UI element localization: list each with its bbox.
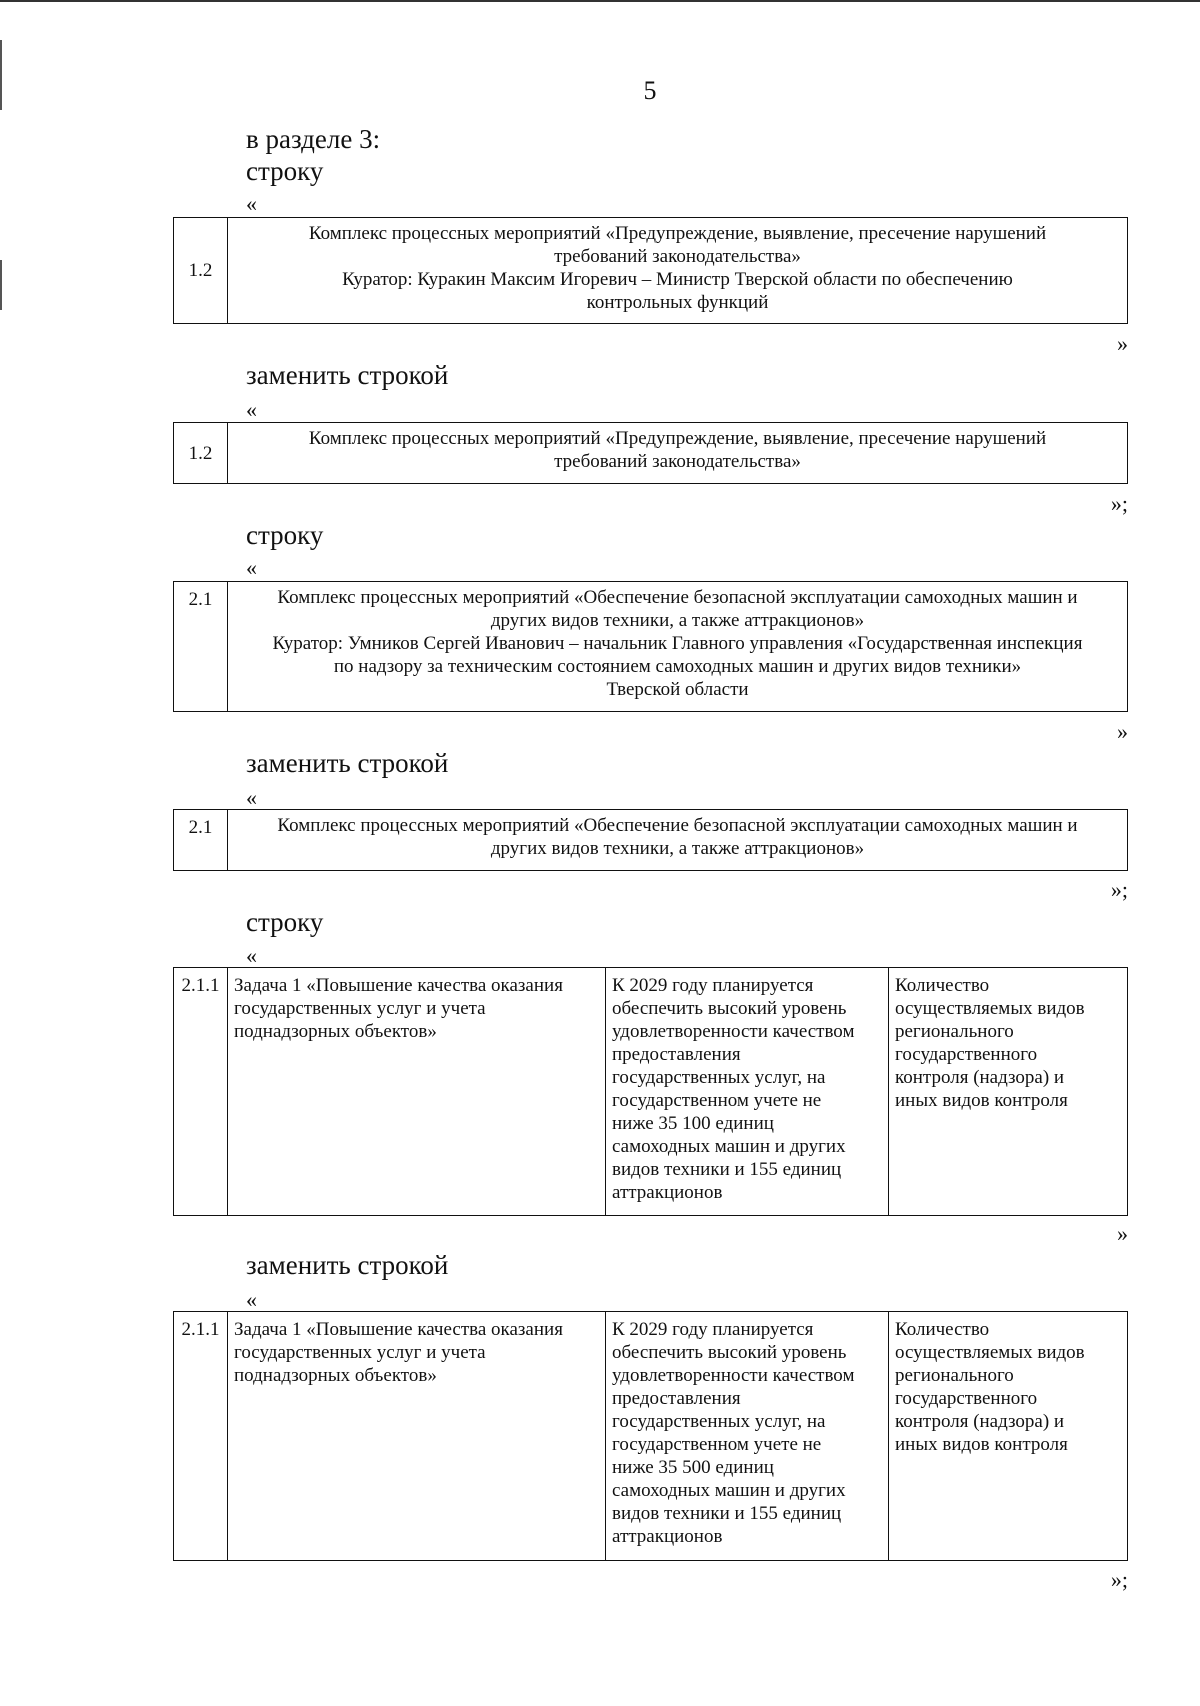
text-line: Задача 1 «Повышение качества оказания bbox=[234, 1319, 563, 1340]
result-cell bbox=[606, 1312, 889, 1560]
task-cell bbox=[228, 968, 606, 1215]
text-line: государственного bbox=[895, 1388, 1038, 1409]
text-line: осуществляемых видов bbox=[895, 998, 1085, 1019]
text-line: Количество bbox=[895, 1319, 990, 1340]
text-line: поднадзорных объектов» bbox=[234, 1365, 437, 1386]
row-text bbox=[228, 218, 1127, 323]
quote-open: « bbox=[246, 785, 257, 810]
text-line: государственных услуг, на bbox=[612, 1067, 826, 1088]
quote-open: « bbox=[246, 397, 257, 422]
quote-open: « bbox=[246, 1287, 257, 1312]
text-line: самоходных машин и других bbox=[612, 1136, 846, 1157]
page-number: 5 bbox=[643, 76, 657, 105]
text-line: государственного bbox=[895, 1044, 1038, 1065]
replace-label: заменить строкой bbox=[246, 1250, 449, 1280]
text-line: самоходных машин и других bbox=[612, 1480, 846, 1501]
text-line: государственном учете не bbox=[612, 1090, 822, 1111]
text-line: других видов техники, а также аттракционов» bbox=[490, 838, 865, 859]
quote-close: » bbox=[1117, 719, 1128, 744]
quote-close: »; bbox=[1110, 491, 1128, 516]
text-line: видов техники и 155 единиц bbox=[612, 1503, 842, 1524]
text-line: требований законодательства» bbox=[554, 451, 801, 472]
text-line: Куратор: Куракин Максим Игоревич – Министр Тверской области по обеспечению bbox=[342, 269, 1013, 290]
row-text bbox=[228, 810, 1127, 870]
text-line: К 2029 году планируется bbox=[612, 975, 814, 996]
scan-edge-mark bbox=[0, 260, 2, 310]
text-line: осуществляемых видов bbox=[895, 1342, 1085, 1363]
result-cell bbox=[606, 968, 889, 1215]
text-line: по надзору за техническим состоянием самоходных машин и других видов техники» bbox=[333, 656, 1022, 677]
table-row bbox=[173, 581, 1128, 712]
text-line: поднадзорных объектов» bbox=[234, 1021, 437, 1042]
text-line: ниже 35 100 единиц bbox=[612, 1113, 774, 1134]
section-heading: в разделе 3: bbox=[246, 124, 381, 154]
text-line: Комплекс процессных мероприятий «Предупреждение, выявление, пресечение нарушений bbox=[308, 223, 1047, 244]
row-number: 2.1 bbox=[174, 582, 228, 711]
text-line: Количество bbox=[895, 975, 990, 996]
row-number: 1.2 bbox=[174, 423, 228, 483]
row-text bbox=[228, 582, 1127, 711]
text-line: удовлетворенности качеством bbox=[612, 1365, 855, 1386]
text-line: регионального bbox=[895, 1021, 1014, 1042]
text-line: К 2029 году планируется bbox=[612, 1319, 814, 1340]
replace-label: заменить строкой bbox=[246, 748, 449, 778]
row-number: 2.1.1 bbox=[174, 1312, 228, 1560]
text-line: иных видов контроля bbox=[895, 1090, 1068, 1111]
row-number: 2.1.1 bbox=[174, 968, 228, 1215]
table-row bbox=[173, 809, 1128, 871]
text-line: ниже 35 500 единиц bbox=[612, 1457, 774, 1478]
row-label: строку bbox=[246, 156, 324, 186]
table-row bbox=[173, 217, 1128, 324]
text-line: требований законодательства» bbox=[554, 246, 801, 267]
quote-close: »; bbox=[1110, 877, 1128, 902]
text-line: видов техники и 155 единиц bbox=[612, 1159, 842, 1180]
table-row bbox=[173, 967, 1128, 1216]
row-label: строку bbox=[246, 907, 324, 937]
table-row bbox=[173, 1311, 1128, 1561]
text-line: обеспечить высокий уровень bbox=[612, 998, 847, 1019]
task-cell bbox=[228, 1312, 606, 1560]
text-line: Комплекс процессных мероприятий «Предупреждение, выявление, пресечение нарушений bbox=[308, 428, 1047, 449]
text-line: удовлетворенности качеством bbox=[612, 1021, 855, 1042]
text-line: государственных услуг, на bbox=[612, 1411, 826, 1432]
text-line: Тверской области bbox=[606, 679, 749, 700]
quote-open: « bbox=[246, 943, 257, 968]
text-line: Комплекс процессных мероприятий «Обеспечение безопасной эксплуатации самоходных машин и bbox=[277, 815, 1078, 836]
text-line: контроля (надзора) и bbox=[895, 1411, 1065, 1432]
row-number: 2.1 bbox=[174, 810, 228, 870]
text-line: контроля (надзора) и bbox=[895, 1067, 1065, 1088]
text-line: Куратор: Умников Сергей Иванович – начальник Главного управления «Государственная инспекция bbox=[272, 633, 1083, 654]
text-line: аттракционов bbox=[612, 1182, 723, 1203]
text-line: государственном учете не bbox=[612, 1434, 822, 1455]
quote-open: « bbox=[246, 555, 257, 580]
text-line: Комплекс процессных мероприятий «Обеспечение безопасной эксплуатации самоходных машин и bbox=[277, 587, 1078, 608]
indicator-cell bbox=[889, 1312, 1127, 1560]
quote-open: « bbox=[246, 191, 257, 216]
row-label: строку bbox=[246, 520, 324, 550]
text-line: предоставления bbox=[612, 1388, 741, 1409]
text-line: государственных услуг и учета bbox=[234, 1342, 486, 1363]
row-number: 1.2 bbox=[174, 218, 228, 323]
quote-close: » bbox=[1117, 1221, 1128, 1246]
text-line: государственных услуг и учета bbox=[234, 998, 486, 1019]
replace-label: заменить строкой bbox=[246, 360, 449, 390]
text-line: предоставления bbox=[612, 1044, 741, 1065]
text-line: Задача 1 «Повышение качества оказания bbox=[234, 975, 563, 996]
text-line: аттракционов bbox=[612, 1526, 723, 1547]
scan-top-border bbox=[0, 0, 1200, 2]
table-row bbox=[173, 422, 1128, 484]
text-line: иных видов контроля bbox=[895, 1434, 1068, 1455]
quote-close: »; bbox=[1110, 1567, 1128, 1592]
row-text bbox=[228, 423, 1127, 483]
text-line: регионального bbox=[895, 1365, 1014, 1386]
text-line: обеспечить высокий уровень bbox=[612, 1342, 847, 1363]
quote-close: » bbox=[1117, 331, 1128, 356]
text-line: других видов техники, а также аттракционов» bbox=[490, 610, 865, 631]
indicator-cell bbox=[889, 968, 1127, 1215]
text-line: контрольных функций bbox=[586, 292, 769, 313]
